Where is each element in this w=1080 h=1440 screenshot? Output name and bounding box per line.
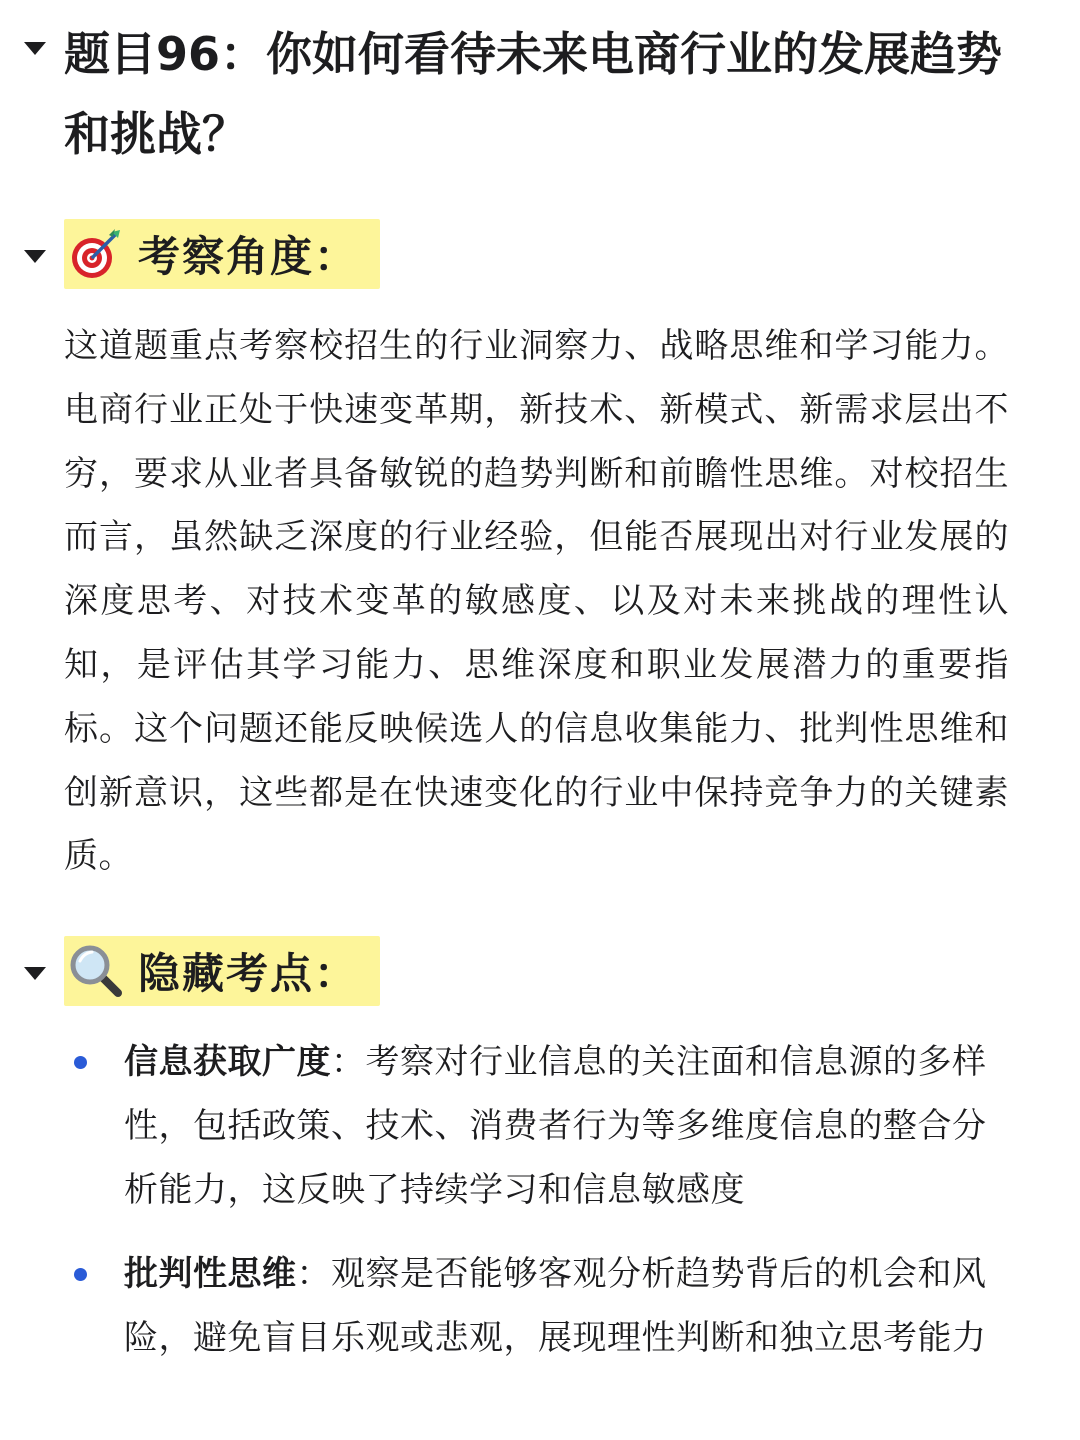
- section-heading-hidden-points: [64, 936, 380, 1006]
- bullet-separator: ：: [296, 1254, 331, 1294]
- bullet-term: 批判性思维: [124, 1254, 297, 1294]
- bullet-separator: ：: [331, 1042, 366, 1082]
- bullet-term: 信息获取广度: [124, 1042, 331, 1082]
- bullet-dot: [74, 1268, 87, 1281]
- bullet-description: 考察对行业信息的关注面和信息源的多样性，包括政策、技术、消费者行为等多维度信息的整合分析能力，这反映了持续学习和信息敏感度: [124, 1042, 987, 1210]
- perspective-paragraph: 这道题重点考察校招生的行业洞察力、战略思维和学习能力。电商行业正处于快速变革期，新技术、新模式、新需求层出不穷，要求从业者具备敏锐的趋势判断和前瞻性思维。对校招生而言，虽然缺乏深度的行业经验，但能否展现出对行业发展的深度思考、对技术变革的敏感度、以及对未来挑战的理性认知，是评估其学习能力、思维深度和职业发展潜力的重要指标。这个问题还能反映候选人的信息收集能力、批判性思维和创新意识，这些都是在快速变化的行业中保持竞争力的关键素质。: [64, 326, 1009, 877]
- bullet-description: 观察是否能够客观分析趋势背后的机会和风险，避免盲目乐观或悲观，展现理性判断和独立思考能力: [124, 1254, 987, 1358]
- collapse-toggle-section2[interactable]: [24, 967, 46, 980]
- collapse-toggle-title[interactable]: [24, 42, 46, 55]
- question-title: 题目96：你如何看待未来电商行业的发展趋势和挑战？: [64, 27, 1003, 161]
- section-heading-perspective: [64, 219, 380, 289]
- section-heading-label: 隐藏考点：: [138, 949, 359, 998]
- bullet-dot: [74, 1056, 87, 1069]
- collapse-toggle-section1[interactable]: [24, 250, 46, 263]
- magnifying-glass-icon: [68, 943, 124, 999]
- dart-target-icon: [68, 226, 124, 282]
- section-heading-label: 考察角度：: [138, 232, 359, 281]
